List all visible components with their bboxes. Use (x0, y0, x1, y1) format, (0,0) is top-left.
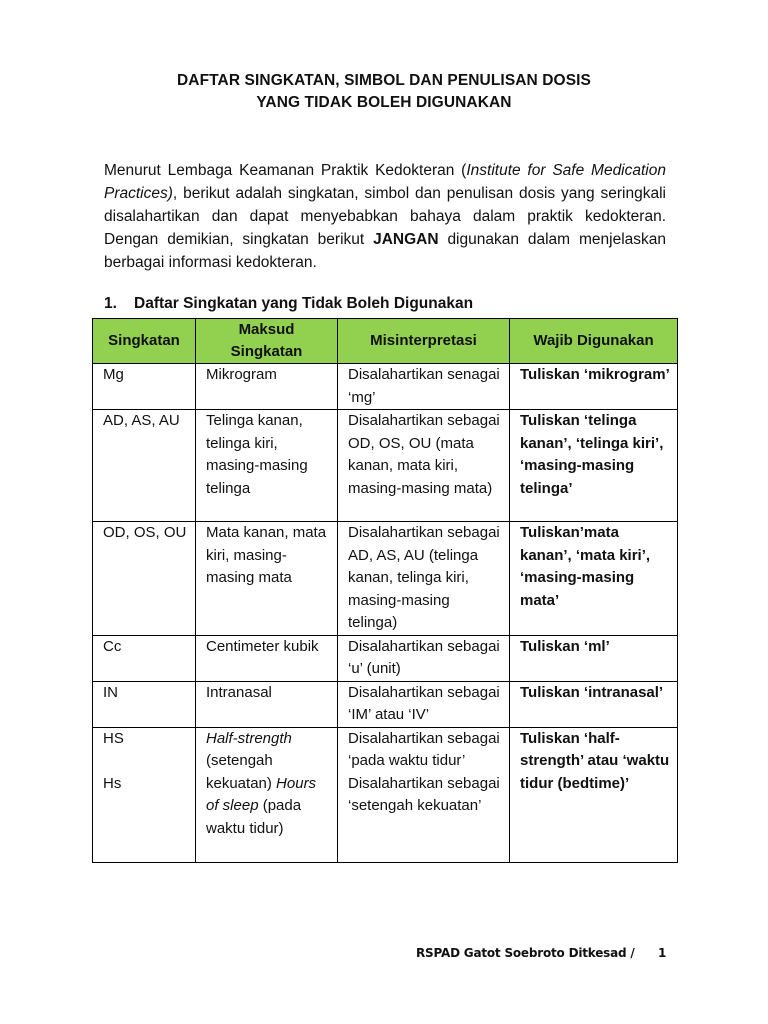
cell-maksud: Centimeter kubik (196, 635, 338, 681)
table-row (93, 410, 678, 522)
header-maksud-line2: Singkatan (230, 343, 303, 360)
maksud-text-pada-waktu-tidur: (pada waktu tidur) (206, 797, 302, 837)
page-number: 1 (658, 946, 667, 960)
cell-maksud (196, 727, 338, 862)
cell-singkatan (93, 727, 196, 862)
cell-singkatan: Mg (93, 364, 196, 410)
cell-wajib: Tuliskan ‘half-strength’ atau ‘waktu tidur (bedtime)’ (510, 727, 678, 862)
table-row (93, 681, 678, 727)
title-line-1: DAFTAR SINGKATAN, SIMBOL DAN PENULISAN DOSIS (176, 72, 591, 89)
cell-singkatan: OD, OS, OU (93, 522, 196, 636)
cell-singkatan-hs-lower: Hs (103, 774, 122, 792)
intro-paragraph (104, 159, 666, 274)
table-row (93, 522, 678, 636)
header-maksud (196, 319, 338, 364)
cell-singkatan: IN (93, 681, 196, 727)
cell-wajib: Tuliskan ‘ml’ (510, 635, 678, 681)
intro-text-3: digunakan dalam menjelaskan berbagai informasi kedokteran. (104, 231, 667, 271)
section-heading (104, 293, 473, 315)
intro-bold: JANGAN (373, 231, 439, 248)
maksud-italic-half-strength: Half-strength (206, 729, 292, 747)
cell-wajib: Tuliskan ‘intranasal’ (510, 681, 678, 727)
table-row (93, 364, 678, 410)
cell-maksud: Mikrogram (196, 364, 338, 410)
cell-wajib: Tuliskan ‘telinga kanan’, ‘telinga kiri’, ‘masing-masing telinga’ (510, 410, 678, 522)
cell-wajib: Tuliskan ‘mikrogram’ (510, 364, 678, 410)
cell-singkatan-hs-upper: HS (103, 729, 124, 747)
cell-wajib: Tuliskan’mata kanan’, ‘mata kiri’, ‘masing-masing mata’ (510, 522, 678, 636)
cell-singkatan: AD, AS, AU (93, 410, 196, 522)
table-header-row (93, 319, 678, 364)
cell-misinterpretasi: Disalahartikan sebagai AD, AS, AU (telinga kanan, telinga kiri, masing-masing telinga) (338, 522, 510, 636)
cell-misinterpretasi: Disalahartikan sebagai ‘IM’ atau ‘IV’ (338, 681, 510, 727)
intro-text-1: Menurut Lembaga Keamanan Praktik Kedokteran ( (104, 162, 467, 179)
document-title (0, 70, 768, 114)
title-line-2: YANG TIDAK BOLEH DIGUNAKAN (256, 94, 512, 111)
cell-misinterpretasi: Disalahartikan sebagai OD, OS, OU (mata kanan, mata kiri, masing-masing mata) (338, 410, 510, 522)
cell-misinterpretasi: Disalahartikan senagai ‘mg’ (338, 364, 510, 410)
header-maksud-line1: Maksud (238, 321, 295, 338)
maksud-text-setengah: (setengah kekuatan) (206, 752, 277, 792)
misinterpretasi-2: Disalahartikan sebagai ‘setengah kekuatan’ (348, 774, 500, 814)
maksud-italic-hours-of-sleep: Hours of sleep (206, 774, 317, 814)
table-row (93, 727, 678, 862)
intro-italic: Institute for Safe Medication Practices) (104, 162, 666, 202)
misinterpretasi-1: Disalahartikan sebagai ‘pada waktu tidur’ (348, 729, 500, 769)
header-singkatan: Singkatan (93, 319, 196, 364)
cell-maksud: Telinga kanan, telinga kiri, masing-masing telinga (196, 410, 338, 522)
section-number: 1. (104, 295, 117, 312)
header-misinterpretasi: Misinterpretasi (338, 319, 510, 364)
footer-text: RSPAD Gatot Soebroto Ditkesad / (416, 946, 635, 960)
cell-singkatan: Cc (93, 635, 196, 681)
cell-misinterpretasi (338, 727, 510, 862)
cell-maksud: Intranasal (196, 681, 338, 727)
abbreviation-table (92, 318, 678, 863)
intro-text-2: , berikut adalah singkatan, simbol dan penulisan dosis yang seringkali disalahartikan dan dapat menyebabkan bahaya dalam praktik kedokteran. Dengan demikian, singkatan berikut (104, 185, 666, 248)
section-title: Daftar Singkatan yang Tidak Boleh Digunakan (134, 295, 474, 312)
table-row (93, 635, 678, 681)
header-wajib: Wajib Digunakan (510, 319, 678, 364)
cell-misinterpretasi: Disalahartikan sebagai ‘u’ (unit) (338, 635, 510, 681)
cell-maksud: Mata kanan, mata kiri, masing-masing mata (196, 522, 338, 636)
